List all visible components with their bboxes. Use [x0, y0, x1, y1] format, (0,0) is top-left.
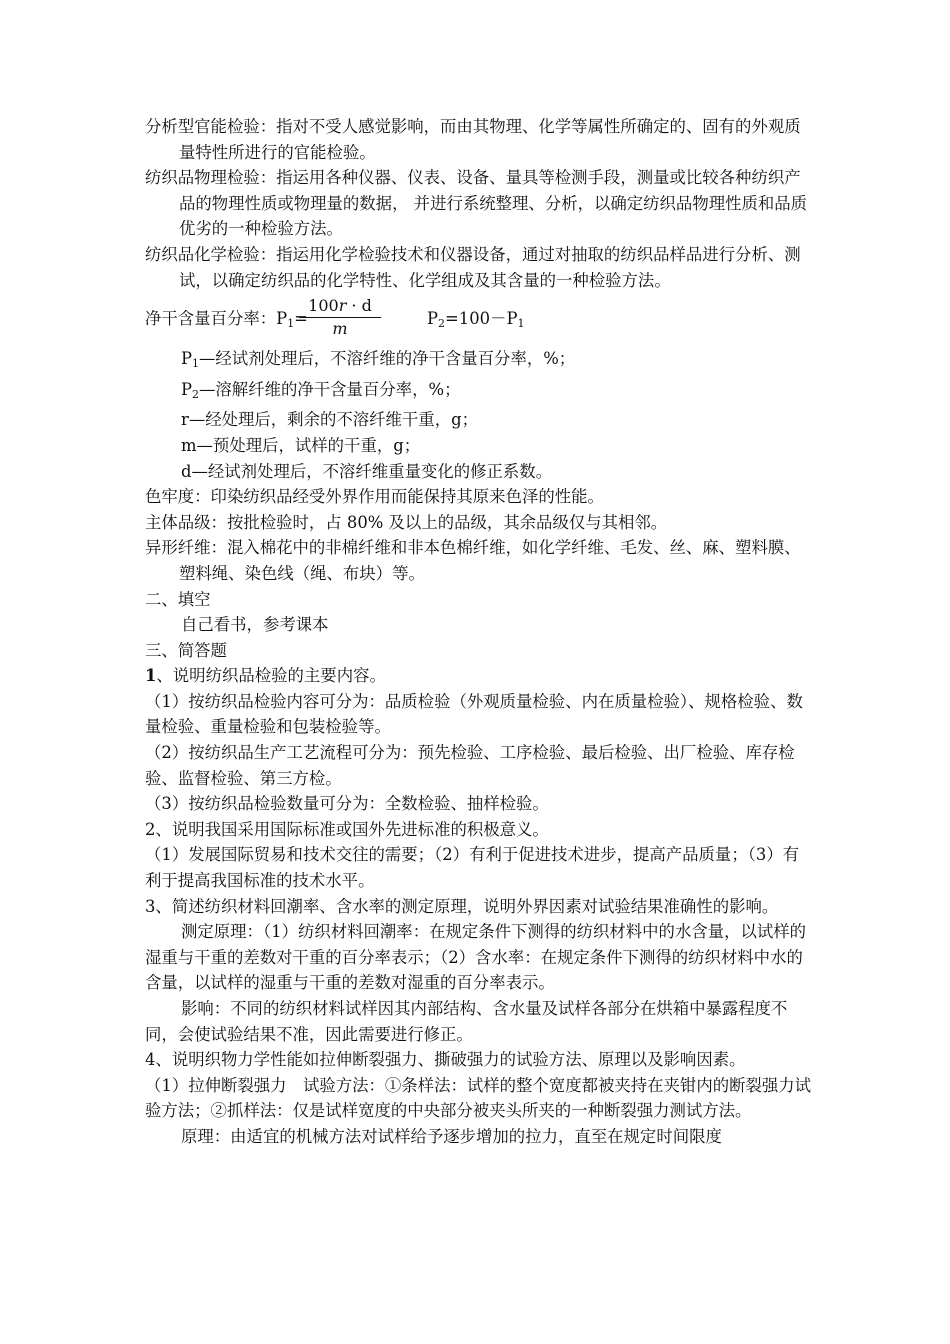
- question-3: 3、简述纺织材料回潮率、含水率的测定原理，说明外界因素对试验结果准确性的影响。: [145, 896, 779, 916]
- question-2: 2、说明我国采用国际标准或国外先进标准的积极意义。: [145, 819, 549, 839]
- question-1: 1、说明纺织品检验的主要内容。: [145, 666, 386, 686]
- def-chemical-test: 纺织品化学检验：指运用化学检验技术和仪器设备，通过对抽取的纺织品样品进行分析、测试，以确定纺织品的化学特性、化学组成及其含量的一种检验方法。: [145, 244, 801, 290]
- def-color-fastness: 色牢度：印染纺织品经受外界作用而能保持其原来色泽的性能。: [145, 487, 604, 507]
- def-physical-test: 纺织品物理检验：指运用各种仪器、仪表、设备、量具等检测手段，测量或比较各种纺织产品的物理性质或物理量的数据， 并进行系统整理、分析，以确定纺织品物理性质和品质优劣的一种检验方法。: [145, 168, 808, 239]
- document-page: [145, 114, 815, 1150]
- answer-1-2: （2）按纺织品生产工艺流程可分为：预先检验、工序检验、最后检验、出厂检验、库存检验、监督检验、第三方检。: [145, 743, 795, 788]
- formula-p2: $P_2=100-P_1$: [427, 309, 525, 331]
- answer-3-principle: 测定原理：（1）纺织材料回潮率：在规定条件下测得的纺织材料中的水含量，以试样的湿重与干重的差数对干重的百分率表示；（2）含水率：在规定条件下测得的纺织材料中水的含量，以试样的湿重与干重的差数对湿重的百分率表示。: [145, 922, 807, 993]
- fraction-denominator: m: [332, 319, 348, 339]
- section-2-title: 二、填空: [145, 589, 211, 609]
- def-main-grade: 主体品级：按批检验时，占 80% 及以上的品级，其余品级仅与其相邻。: [145, 512, 668, 532]
- var-m: m—预处理后，试样的干重，g；: [181, 435, 421, 455]
- section-3-title: 三、简答题: [145, 640, 227, 660]
- answer-3-influence: 影响：不同的纺织材料试样因其内部结构、含水量及试样各部分在烘箱中暴露程度不同，会使试验结果不准，因此需要进行修正。: [145, 999, 788, 1044]
- var-d: d—经试剂处理后，不溶纤维重量变化的修正系数。: [181, 461, 553, 481]
- section-2-note: 自己看书，参考课本: [181, 615, 329, 635]
- fraction-numerator: 100r · d: [308, 296, 372, 316]
- def-foreign-fiber: 异形纤维：混入棉花中的非棉纤维和非本色棉纤维，如化学纤维、毛发、丝、麻、塑料膜、塑料绳、染色线（绳、布块）等。: [145, 538, 801, 583]
- var-p2: $P_2—$溶解纤维的净干含量百分率，%；: [181, 379, 461, 401]
- var-p1: $P_1—$经试剂处理后，不溶纤维的净干含量百分率，%；: [181, 349, 576, 371]
- formula-label: 净干含量百分率：$P_1=$: [145, 309, 308, 331]
- answer-1-1: （1）按纺织品检验内容可分为：品质检验（外观质量检验、内在质量检验）、规格检验、数量检验、重量检验和包装检验等。: [145, 691, 803, 737]
- question-4: 4、说明织物力学性能如拉伸断裂强力、撕破强力的试验方法、原理以及影响因素。: [145, 1050, 746, 1070]
- answer-4-principle: 原理：由适宜的机械方法对试样给予逐步增加的拉力，直至在规定时间限度: [181, 1126, 722, 1146]
- var-r: r—经处理后，剩余的不溶纤维干重，g；: [181, 410, 478, 430]
- formula-fraction: [295, 296, 385, 340]
- def-analytic-sensory: 分析型官能检验：指对不受人感觉影响，而由其物理、化学等属性所确定的、固有的外观质量特性所进行的官能检验。: [145, 117, 801, 162]
- answer-4-method: （1）拉伸断裂强力 试验方法：①条样法：试样的整个宽度都被夹持在夹钳内的断裂强力试验方法；②抓样法：仅是试样宽度的中央部分被夹头所夹的一种断裂强力测试方法。: [145, 1075, 812, 1121]
- net-dry-content-formula: [145, 296, 815, 342]
- answer-2: （1）发展国际贸易和技术交往的需要；（2）有利于促进技术进步，提高产品质量；（3）有利于提高我国标准的技术水平。: [145, 845, 800, 891]
- answer-1-3: （3）按纺织品检验数量可分为：全数检验、抽样检验。: [145, 794, 549, 814]
